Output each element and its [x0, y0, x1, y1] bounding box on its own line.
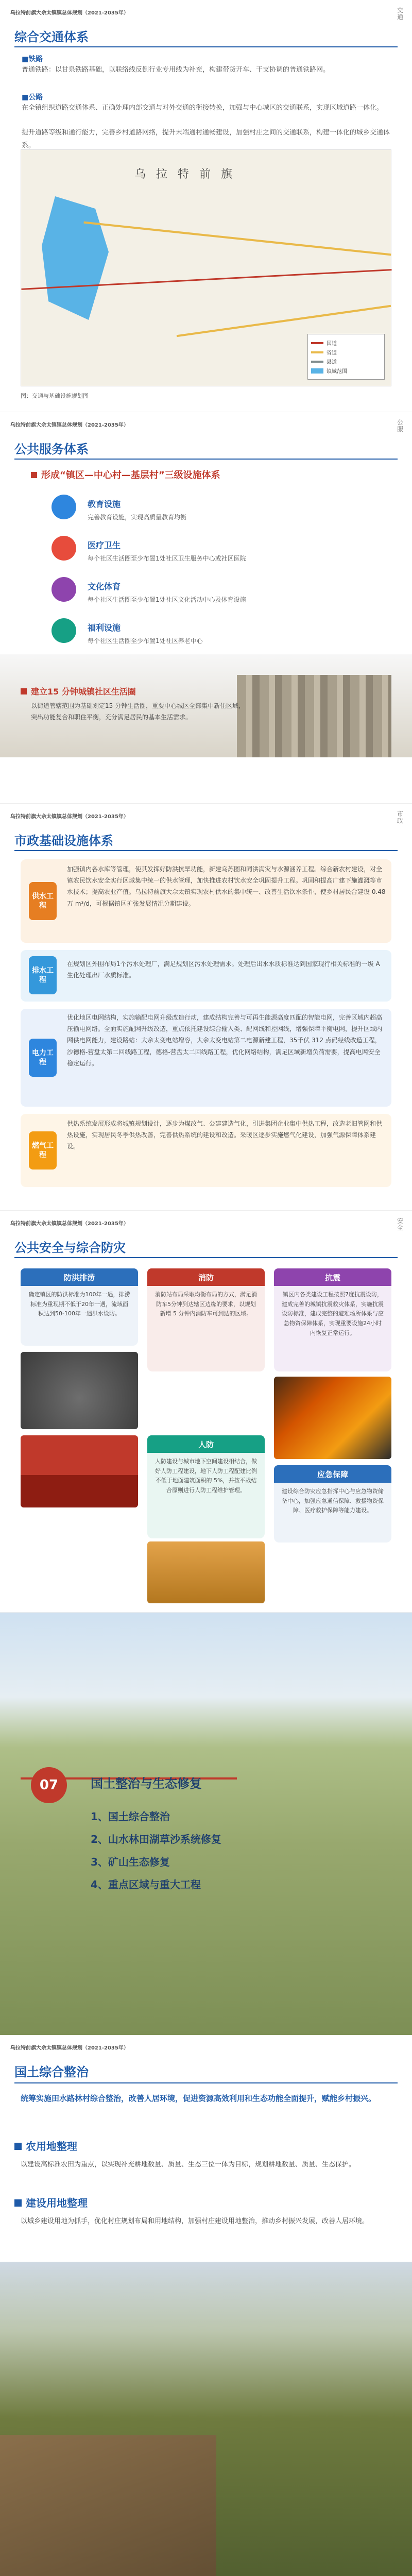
infra-tag-water: 供水工程	[29, 882, 57, 920]
legend-item: 省道	[311, 348, 381, 356]
welfare-icon	[52, 618, 76, 643]
infra-tag-drain: 排水工程	[29, 956, 57, 994]
highway-text-2: 提升道路等级和通行能力，完善乡村道路网络，提升末端通村通畅建设，加强村庄之间的交通联系，构建一体化的城乡交通体系。	[22, 129, 390, 149]
farmland-text: 以建设高标准农田为重点，以实现补充耕地数量、质量、生态三位一体为目标，规划耕地数量、质量、生态保护。	[21, 2161, 356, 2168]
map-region	[42, 196, 109, 320]
legend-item: 国道	[311, 339, 381, 347]
map-road-provincial	[83, 222, 391, 256]
infra-text-gas: 供热系统发展形成将城镇规划设计，逐步为煤改气、公建建造气化，引进集团企业集中供热工程，改造老旧管网和供热设施，实现居民冬季供热改善，完善供热系统的建设和改造。采暖区逐步实施燃气化建设，加强气源保障体系建设。	[67, 1120, 383, 1150]
emergency-kiosk-photo	[147, 1541, 265, 1603]
service-item-culture: 文化体育 每个社区生活圈至少布置1处社区文化活动中心及体育设施	[88, 582, 246, 603]
highway-text: 在全镇组织道路交通体系、正确处理内部交通与对外交通的衔接转换，加强与中心城区的交通联系，实现区域道路一体化。	[22, 104, 384, 112]
card-title: 防洪排涝	[21, 1268, 138, 1286]
page-header: 乌拉特前旗大佘太镇镇总体规划（2021-2035年）	[10, 2045, 129, 2051]
service-item-medical: 医疗卫生 每个社区生活圈至少布置1处社区卫生服务中心或社区医院	[88, 540, 246, 562]
page-infrastructure	[0, 804, 412, 1211]
page-header: 乌拉特前旗大佘太镇镇总体规划（2021-2035年）	[10, 422, 129, 428]
card-title: 消防	[147, 1268, 265, 1286]
section-title: 公共服务体系	[14, 442, 89, 456]
page-transport	[0, 0, 412, 412]
card-body: 人防建设与城市地下空间建设相结合，做好人防工程建设，地下人防工程配建比例不低于地面建筑面积的 5%，并按平战结合原则进行人防工程维护管理。	[155, 1458, 257, 1494]
section-title: 国土综合整治	[14, 2065, 89, 2079]
map-road-provincial-2	[177, 305, 391, 337]
infra-tag-gas: 燃气工程	[29, 1131, 57, 1170]
page-chapter-cover	[0, 1613, 412, 2035]
page-header: 乌拉特前旗大佘太镇镇总体规划（2021-2035年）	[10, 1221, 129, 1227]
legend-item: 镇域范围	[311, 367, 381, 375]
map-title: 乌拉特前旗	[134, 168, 243, 181]
highway-heading: ■公路	[22, 93, 43, 101]
field-photo	[0, 2262, 412, 2576]
subsection-farmland: 农用地整理	[14, 2138, 77, 2153]
soil-area	[0, 2435, 216, 2576]
railway-text: 普通铁路：以甘泉铁路基础，以联络线反倒行业专用线为补充，构建带货开车、干支协调的普通铁路网。	[22, 66, 330, 74]
toc-item: 2、山水林田湖草沙系统修复	[91, 1833, 221, 1845]
construction-text: 以城乡建设用地为抓手，优化村庄规划布局和用地结构，加强村庄建设用地整治，推动乡村振兴发展，改善人居环境。	[21, 2217, 369, 2225]
service-item-education: 教育设施 完善教育设施，实现高质量教育均衡	[88, 499, 187, 521]
service-item-welfare: 福利设施 每个社区生活圈至少布置1处社区养老中心	[88, 623, 203, 645]
toc-item: 4、重点区域与重大工程	[91, 1878, 201, 1891]
fire-truck-photo	[21, 1435, 138, 1507]
chapter-heading: 国土整治与生态修复	[91, 1776, 202, 1791]
card-title: 抗震	[274, 1268, 391, 1286]
building-block	[237, 675, 391, 757]
page-header: 乌拉特前旗大佘太镇镇总体规划（2021-2035年）	[10, 814, 129, 820]
card-title: 应急保障	[274, 1465, 391, 1483]
fire-photo	[274, 1377, 391, 1459]
life-circle-title: 建立15 分钟城镇社区生活圈	[21, 685, 136, 697]
section-title: 公共安全与综合防灾	[14, 1241, 126, 1255]
service-subtitle: 形成“镇区—中心村—基层村”三级设施体系	[31, 468, 381, 481]
railway-heading: ■铁路	[22, 55, 43, 63]
subsection-construction: 建设用地整理	[14, 2195, 88, 2210]
page-land-consolidation	[0, 2035, 412, 2576]
infra-text-water: 加强镇内各水库等管理，使其发挥好防洪抗旱功能，新建乌苏图和同洪满灾与水源涵养工程。综合新农村建设，对全镇农民饮水安全实行区域集中统一的供水管理，加快推进农村饮水安全巩固提升工程。巩固和提高广建下施灌溉等市水技术；提高农业产值。乌拉特前旗大佘太镇实现农村供水的集中统一、改善生活饮水条件，使乡村居民合建设 0.48万 m³/d，可根据镇区扩张发展情况分期建设。	[67, 866, 386, 907]
card-body: 确定镇区的防洪标准为100年一遇，排涝标准为重现期不低于20年一遇，流域面积达到50-100年一遇洪水设防。	[28, 1291, 130, 1317]
card-emergency	[274, 1465, 391, 1543]
card-body: 建设综合防灾应急指挥中心与应急物资储备中心，加强应急通信保障、救援物资保障、医疗救护保障等能力建设。	[282, 1488, 384, 1514]
card-title: 人防	[147, 1435, 265, 1453]
legend-item: 县道	[311, 358, 381, 365]
toc-item: 3、矿山生态修复	[91, 1856, 170, 1868]
transport-map	[21, 149, 391, 386]
page-safety	[0, 1211, 412, 1613]
vertical-tag: 安全	[397, 1217, 404, 1232]
card-body: 消防站布局采取均衡布局的方式，满足消防车5分钟到达辖区边缘的要求，以规划新增 5 分钟内消防车可到达的区域。	[155, 1291, 257, 1317]
card-body: 镇区内各类建设工程按照7度抗震设防，建成完善的城镇抗震救灾体系，实施抗震设防标准，建成完整的避难场所体系与应急物资保障体系，实现重要设施24小时内恢复正常运行。	[282, 1291, 384, 1336]
education-icon	[52, 495, 76, 519]
card-civil-defense	[147, 1435, 265, 1538]
flood-photo	[21, 1352, 138, 1429]
title-underline	[14, 46, 398, 47]
infra-text-drain: 在规划区外围布局1个污水处理厂，满足规划区污水处理需求。处理后出水水质标准达到国家现行相关标准的一级 A 生化处理出厂水质标准。	[67, 960, 380, 979]
grassland-background	[0, 1613, 412, 2035]
card-flood	[21, 1268, 138, 1346]
life-circle-text: 以街道管辖范围为基础划定15 分钟生活圈，重要中心城区全部集中新住区域，突出功能复合和职住平衡，充分满足居民的基本生活需求。	[31, 702, 245, 721]
card-fire	[147, 1268, 265, 1371]
page-header: 乌拉特前旗大佘太镇镇总体规划（2021-2035年）	[10, 10, 129, 16]
vertical-tag: 市政	[397, 810, 404, 825]
section-title: 市政基础设施体系	[14, 834, 113, 848]
map-caption: 图：交通与基础设施规划图	[21, 393, 89, 399]
card-earthquake	[274, 1268, 391, 1371]
title-underline	[14, 2082, 398, 2083]
title-underline	[14, 1257, 398, 1258]
section-title: 综合交通体系	[14, 30, 89, 44]
lead-text: 统筹实施田水路林村综合整治，改善人居环境，促进资源高效利用和生态功能全面提升，赋能乡村振兴。	[21, 2094, 376, 2103]
infra-tag-power: 电力工程	[29, 1039, 57, 1077]
page-public-service	[0, 412, 412, 804]
medical-icon	[52, 536, 76, 561]
chapter-number: 07	[31, 1767, 67, 1803]
map-legend	[307, 334, 385, 380]
infra-text-power: 优化地区电网结构，实施输配电网升级改造行动，建成结构完善与可再生能源高度匹配的智能电网，完善区域内超高压输电网络。全面实施配网升级改造，重点依托建设综合输入类、配网线和控网线，增强保障平衡电网，提升区域内网供电网能力，建设路站：大佘太变电站增容，大佘太变电站第二电源新建工程，35千伏 312 点码经线改造工程，沙德格-营盘太第二回线路工程，德格-营盘太二回线路工程，优化网络结构，满足区域新增负荷需要，提高电网安全稳定运行。	[67, 1014, 383, 1067]
culture-icon	[52, 577, 76, 602]
vertical-tag: 公服	[397, 419, 404, 433]
title-underline	[14, 459, 398, 460]
title-underline	[14, 850, 398, 851]
toc-item: 1、国土综合整治	[91, 1810, 170, 1823]
vertical-tag: 交通	[397, 7, 404, 21]
